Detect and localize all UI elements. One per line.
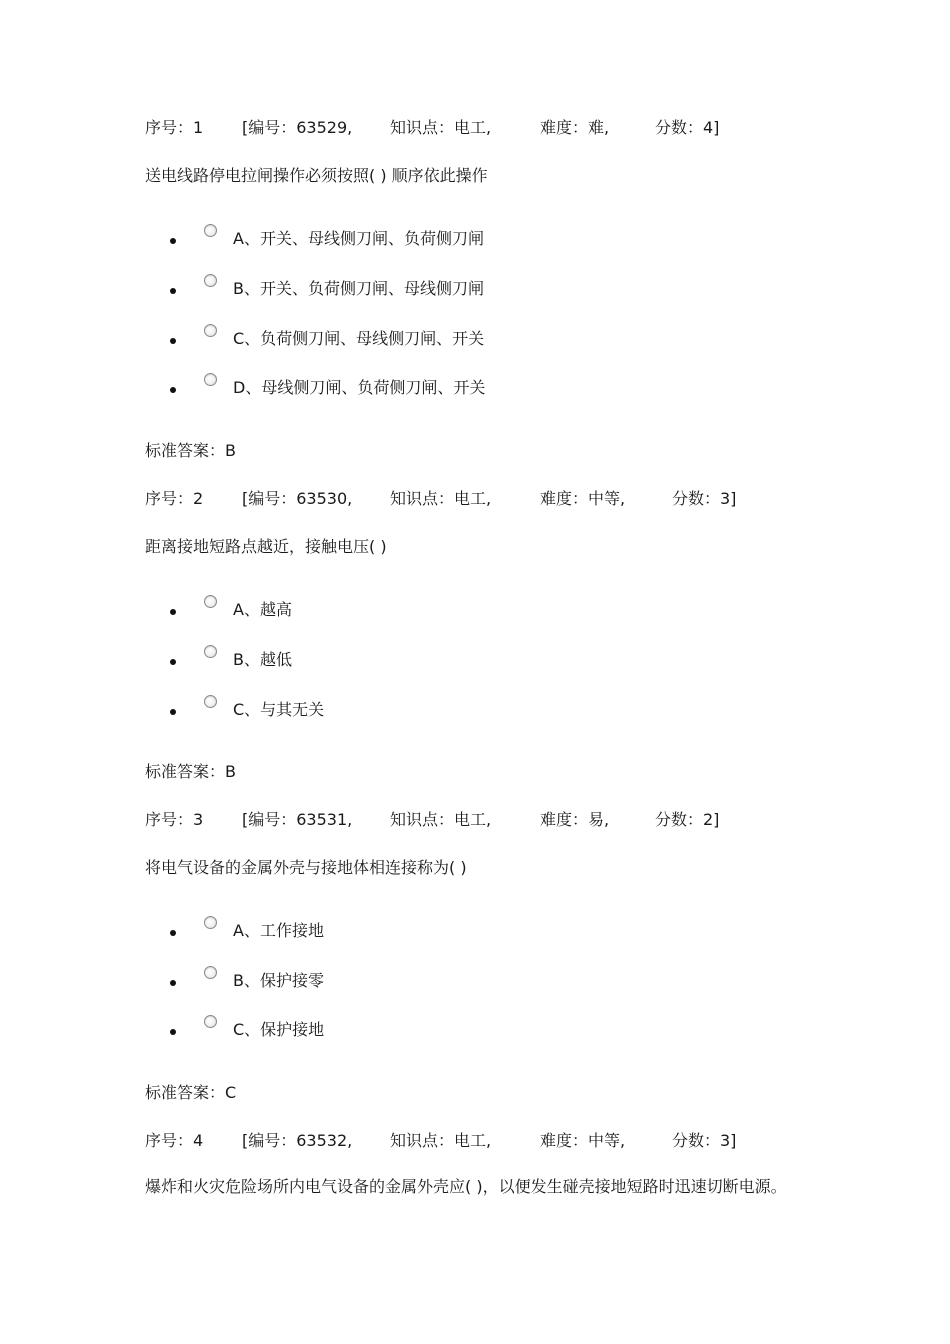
question-code: [编号：63529, bbox=[242, 118, 353, 137]
radio-button[interactable] bbox=[204, 324, 217, 337]
question-stem: 送电线路停电拉闸操作必须按照( ) 顺序依此操作 bbox=[145, 166, 488, 185]
bullet-dot bbox=[170, 238, 176, 244]
bullet-dot bbox=[170, 338, 176, 344]
option-item[interactable] bbox=[170, 966, 670, 996]
option-label: B、开关、负荷侧刀闸、母线侧刀闸 bbox=[233, 279, 484, 298]
bullet-dot bbox=[170, 387, 176, 393]
standard-answer: 标准答案：C bbox=[145, 1083, 237, 1102]
question-stem: 将电气设备的金属外壳与接地体相连接称为( ) bbox=[145, 858, 467, 877]
standard-answer: 标准答案：B bbox=[145, 441, 236, 460]
option-item[interactable] bbox=[170, 324, 670, 354]
bullet-dot bbox=[170, 288, 176, 294]
option-item[interactable] bbox=[170, 916, 670, 946]
standard-answer: 标准答案：B bbox=[145, 762, 236, 781]
question-code: [编号：63532, bbox=[242, 1131, 353, 1150]
bullet-dot bbox=[170, 980, 176, 986]
option-item[interactable] bbox=[170, 695, 670, 725]
question-stem: 爆炸和火灾危险场所内电气设备的金属外壳应( )，以便发生碰壳接地短路时迅速切断电源。 bbox=[145, 1177, 787, 1196]
question-topic: 知识点：电工, bbox=[390, 810, 492, 829]
question-score: 分数：2] bbox=[655, 810, 720, 829]
option-label: D、母线侧刀闸、负荷侧刀闸、开关 bbox=[233, 378, 486, 397]
question-topic: 知识点：电工, bbox=[390, 118, 492, 137]
option-label: C、保护接地 bbox=[233, 1020, 325, 1039]
radio-button[interactable] bbox=[204, 595, 217, 608]
option-label: C、与其无关 bbox=[233, 700, 325, 719]
option-label: C、负荷侧刀闸、母线侧刀闸、开关 bbox=[233, 329, 485, 348]
question-difficulty: 难度：难, bbox=[540, 118, 610, 137]
radio-button[interactable] bbox=[204, 695, 217, 708]
radio-button[interactable] bbox=[204, 224, 217, 237]
question-seq: 序号：2 bbox=[145, 489, 204, 508]
option-item[interactable] bbox=[170, 645, 670, 675]
bullet-dot bbox=[170, 1029, 176, 1035]
question-difficulty: 难度：中等, bbox=[540, 1131, 626, 1150]
radio-button[interactable] bbox=[204, 645, 217, 658]
option-item[interactable] bbox=[170, 224, 670, 254]
option-item[interactable] bbox=[170, 373, 670, 403]
option-label: A、工作接地 bbox=[233, 921, 324, 940]
bullet-dot bbox=[170, 709, 176, 715]
question-code: [编号：63530, bbox=[242, 489, 353, 508]
bullet-dot bbox=[170, 609, 176, 615]
question-difficulty: 难度：易, bbox=[540, 810, 610, 829]
question-code: [编号：63531, bbox=[242, 810, 353, 829]
question-seq: 序号：1 bbox=[145, 118, 204, 137]
radio-button[interactable] bbox=[204, 1015, 217, 1028]
bullet-dot bbox=[170, 930, 176, 936]
question-difficulty: 难度：中等, bbox=[540, 489, 626, 508]
question-seq: 序号：4 bbox=[145, 1131, 204, 1150]
question-score: 分数：4] bbox=[655, 118, 720, 137]
radio-button[interactable] bbox=[204, 966, 217, 979]
radio-button[interactable] bbox=[204, 916, 217, 929]
option-label: A、越高 bbox=[233, 600, 292, 619]
option-label: A、开关、母线侧刀闸、负荷侧刀闸 bbox=[233, 229, 484, 248]
radio-button[interactable] bbox=[204, 373, 217, 386]
option-label: B、越低 bbox=[233, 650, 292, 669]
question-topic: 知识点：电工, bbox=[390, 1131, 492, 1150]
question-stem: 距离接地短路点越近，接触电压( ) bbox=[145, 537, 387, 556]
question-score: 分数：3] bbox=[672, 489, 737, 508]
question-score: 分数：3] bbox=[672, 1131, 737, 1150]
radio-button[interactable] bbox=[204, 274, 217, 287]
option-label: B、保护接零 bbox=[233, 971, 324, 990]
option-item[interactable] bbox=[170, 595, 670, 625]
bullet-dot bbox=[170, 659, 176, 665]
question-seq: 序号：3 bbox=[145, 810, 204, 829]
option-item[interactable] bbox=[170, 1015, 670, 1045]
question-topic: 知识点：电工, bbox=[390, 489, 492, 508]
option-item[interactable] bbox=[170, 274, 670, 304]
